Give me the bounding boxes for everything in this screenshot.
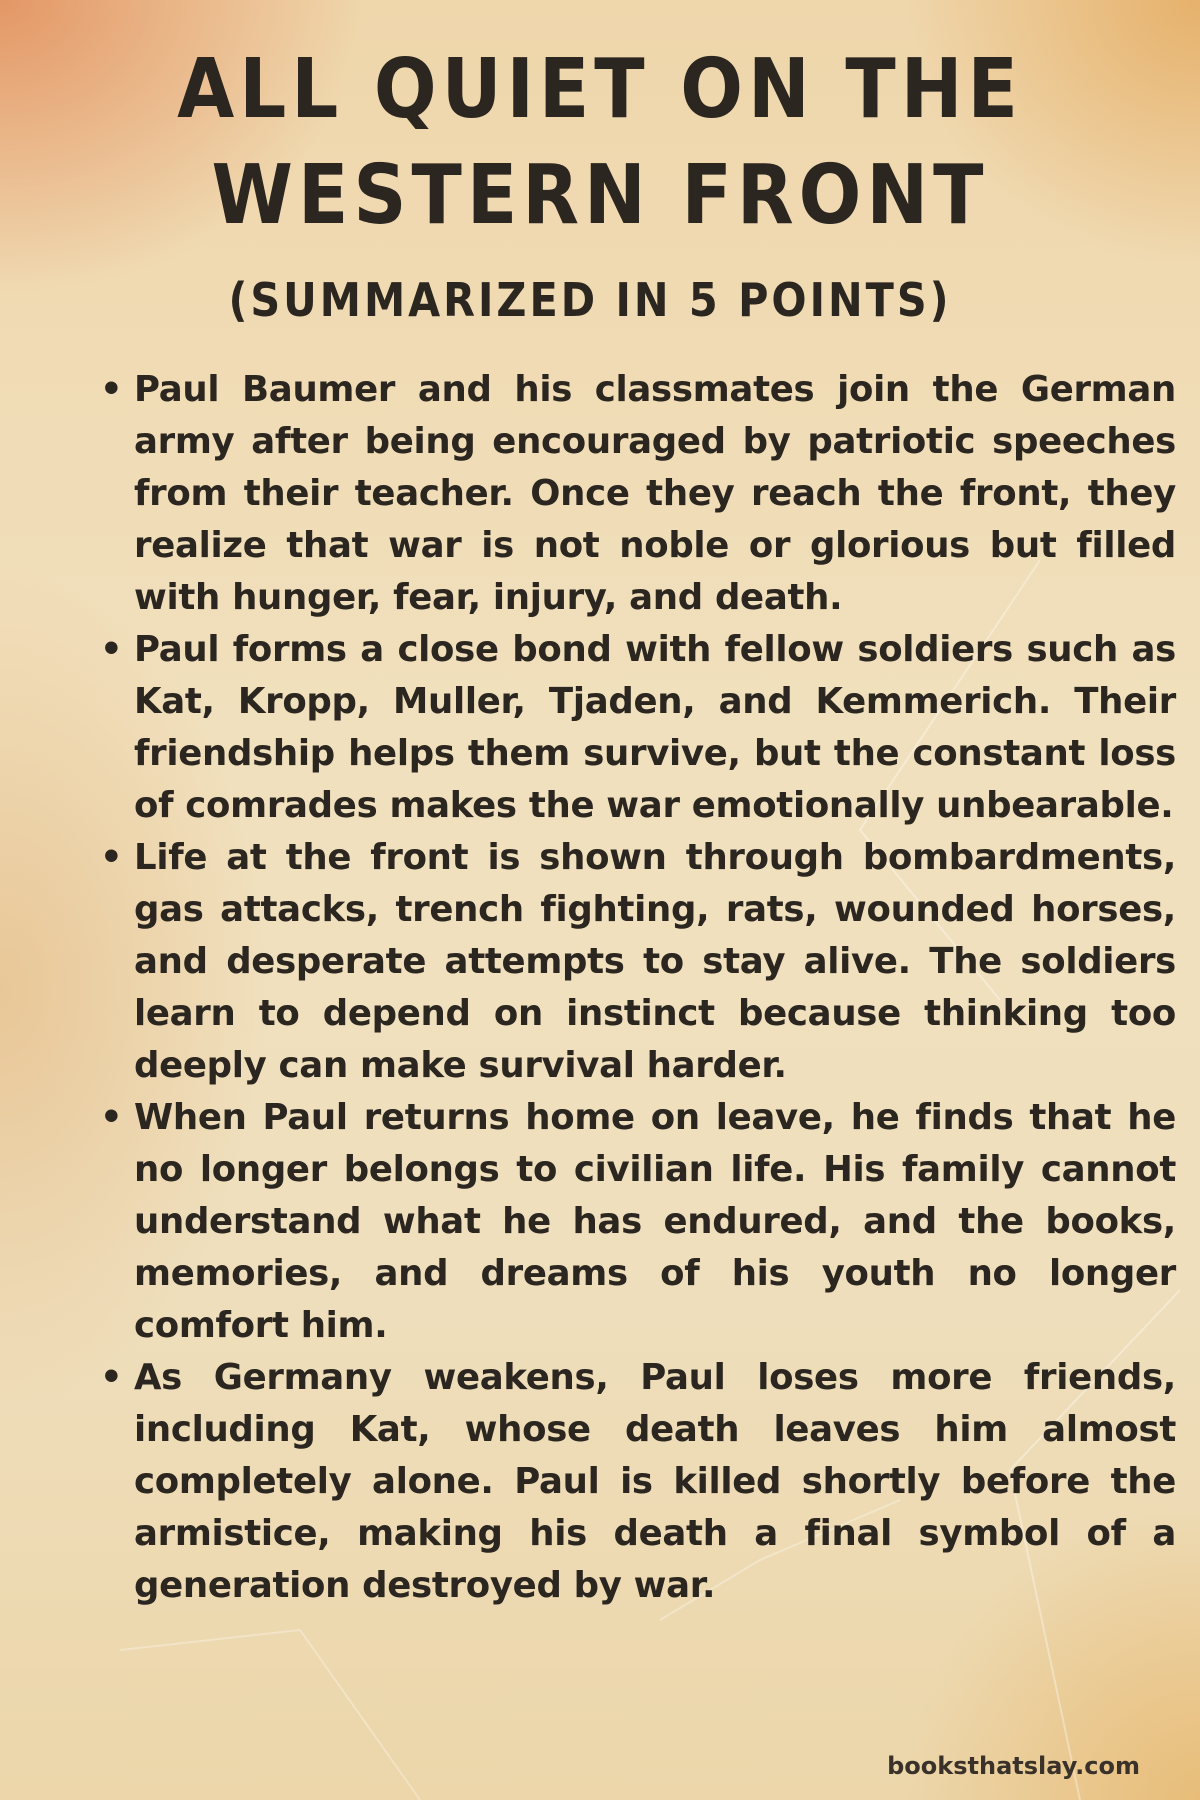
bullet-icon: •: [100, 1097, 123, 1138]
summary-point: [100, 832, 1176, 1092]
summary-point: [100, 1352, 1176, 1612]
point-text: Life at the front is shown through bombardments, gas attacks, trench fighting, rats, wounded horses, and desperate attempts to stay alive. The soldiers learn to depend on instinct because thinking too deeply can make survival harder.: [134, 837, 1176, 1086]
bullet-icon: •: [100, 629, 123, 670]
title-line-1: ALL QUIET ON THE: [177, 42, 1023, 137]
point-text: As Germany weakens, Paul loses more friends, including Kat, whose death leaves him almost completely alone. Paul is killed shortly before the armistice, making his death a final symbol of a generation destroyed by war.: [134, 1357, 1176, 1606]
bullet-icon: •: [100, 1357, 123, 1398]
subtitle: (SUMMARIZED IN 5 POINTS): [228, 273, 952, 327]
site-watermark: booksthatslay.com: [887, 1752, 1140, 1780]
title-line-2: WESTERN FRONT: [211, 148, 989, 243]
bullet-icon: •: [100, 369, 123, 410]
summary-points-list: [100, 364, 1176, 1612]
point-text: Paul forms a close bond with fellow soldiers such as Kat, Kropp, Muller, Tjaden, and Kemmerich. Their friendship helps them survive, but the constant loss of comrades makes the war emotionally unbearable.: [134, 629, 1176, 826]
bullet-icon: •: [100, 837, 123, 878]
summary-point: [100, 624, 1176, 832]
summary-point: [100, 1092, 1176, 1352]
summary-point: [100, 364, 1176, 624]
point-text: Paul Baumer and his classmates join the German army after being encouraged by patriotic speeches from their teacher. Once they reach the front, they realize that war is not noble or glorious but filled with hunger, fear, injury, and death.: [134, 369, 1176, 618]
point-text: When Paul returns home on leave, he finds that he no longer belongs to civilian life. His family cannot understand what he has endured, and the books, memories, and dreams of his youth no longer comfort him.: [134, 1097, 1176, 1346]
